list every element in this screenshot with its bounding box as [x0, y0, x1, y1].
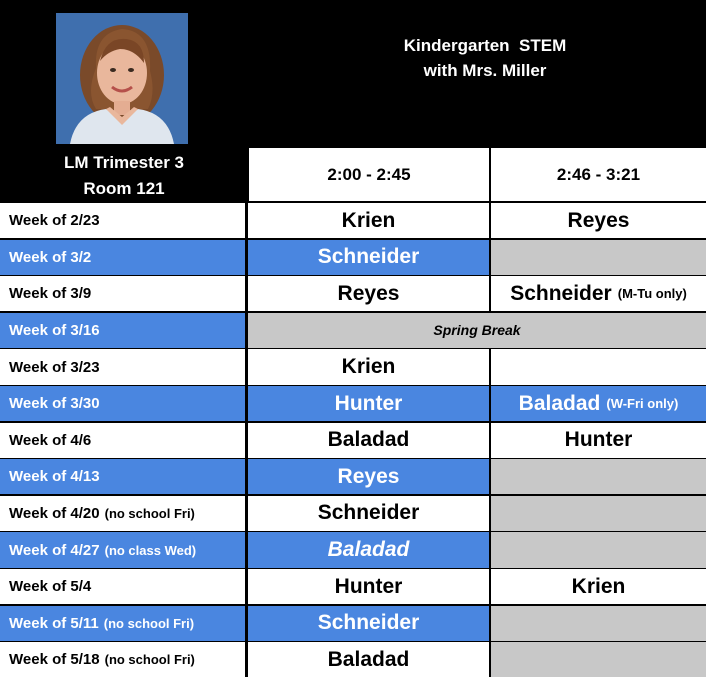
slot-1-teacher: Krien — [341, 355, 396, 379]
slot-1-teacher: Krien — [341, 208, 396, 232]
slot-2-cell — [491, 532, 706, 567]
week-label: Week of 2/23 — [9, 212, 100, 230]
slot-1-teacher: Hunter — [334, 574, 403, 598]
slot-1-cell — [248, 459, 489, 494]
title-line-1: Kindergarten STEM — [403, 36, 567, 55]
slot-1-cell — [248, 240, 489, 275]
week-label: Week of 4/6 — [9, 431, 92, 449]
slot-2-cell — [491, 349, 706, 384]
week-label-cell — [0, 532, 245, 567]
week-label-cell — [0, 569, 245, 604]
room-label: Room 121 — [83, 179, 165, 198]
slot-1-teacher: Baladad — [327, 428, 410, 452]
slot-2-cell — [491, 386, 706, 421]
slot-1-cell — [248, 276, 489, 311]
term-label: LM Trimester 3 — [64, 153, 184, 172]
slot-1-teacher: Reyes — [337, 464, 400, 488]
week-label-cell — [0, 386, 245, 421]
column-header-1: 2:00 - 2:45 — [249, 148, 489, 201]
week-note: (no school Fri) — [103, 615, 195, 631]
slot-1-teacher: Schneider — [317, 501, 420, 525]
slot-1-teacher: Baladad — [327, 647, 410, 671]
slot-1-teacher: Reyes — [337, 281, 400, 305]
spring-break-cell — [248, 313, 706, 348]
title-line-2: with Mrs. Miller — [423, 61, 547, 80]
slot-2-note: (M-Tu only) — [617, 286, 687, 302]
slot-2-teacher: Schneider — [510, 281, 612, 305]
column-header-2: 2:46 - 3:21 — [491, 148, 706, 201]
week-label: Week of 3/9 — [9, 285, 92, 303]
week-note: (no class Wed) — [104, 542, 197, 558]
slot-2-teacher: Baladad — [518, 391, 601, 415]
slot-2-cell — [491, 423, 706, 458]
slot-2-cell — [491, 569, 706, 604]
slot-2-note: (W-Fri only) — [606, 396, 679, 412]
week-label-cell — [0, 313, 245, 348]
week-label: Week of 4/27 — [9, 541, 100, 559]
term-room-label — [0, 150, 248, 202]
week-label-cell — [0, 203, 245, 238]
week-label: Week of 5/18 — [9, 651, 100, 669]
slot-1-teacher: Schneider — [317, 245, 420, 269]
spring-break-label: Spring Break — [433, 322, 521, 339]
slot-2-teacher: Krien — [571, 574, 626, 598]
week-label: Week of 4/20 — [9, 504, 100, 522]
slot-2-cell — [491, 276, 706, 311]
week-label: Week of 4/13 — [9, 468, 100, 486]
slot-2-cell — [491, 203, 706, 238]
week-label-cell — [0, 423, 245, 458]
slot-1-teacher: Hunter — [334, 391, 403, 415]
week-label: Week of 3/16 — [9, 321, 100, 339]
week-label: Week of 3/30 — [9, 395, 100, 413]
slot-1-cell — [248, 203, 489, 238]
slot-1-cell — [248, 569, 489, 604]
slot-1-cell — [248, 386, 489, 421]
week-label-cell — [0, 276, 245, 311]
slot-2-teacher: Reyes — [567, 208, 630, 232]
week-note: (no school Fri) — [104, 652, 195, 668]
slot-2-teacher: Hunter — [564, 428, 633, 452]
week-label: Week of 5/4 — [9, 578, 92, 596]
teacher-portrait-illustration — [56, 13, 188, 144]
slot-1-teacher: Baladad — [327, 538, 410, 562]
slot-1-teacher: Schneider — [317, 611, 420, 635]
slot-1-cell — [248, 423, 489, 458]
slot-1-cell — [248, 532, 489, 567]
page-title — [360, 33, 610, 83]
week-label: Week of 3/23 — [9, 358, 100, 376]
week-label-cell — [0, 606, 245, 641]
week-label-cell — [0, 240, 245, 275]
slot-2-cell — [491, 459, 706, 494]
week-note: (no school Fri) — [104, 505, 195, 521]
slot-1-cell — [248, 349, 489, 384]
week-label: Week of 5/11 — [9, 614, 99, 632]
week-label-cell — [0, 459, 245, 494]
week-label-cell — [0, 349, 245, 384]
slot-1-cell — [248, 496, 489, 531]
week-label: Week of 3/2 — [9, 248, 92, 266]
slot-1-cell — [248, 606, 489, 641]
slot-2-cell — [491, 496, 706, 531]
teacher-photo — [56, 13, 188, 144]
slot-2-cell — [491, 606, 706, 641]
slot-2-cell — [491, 240, 706, 275]
week-label-cell — [0, 496, 245, 531]
